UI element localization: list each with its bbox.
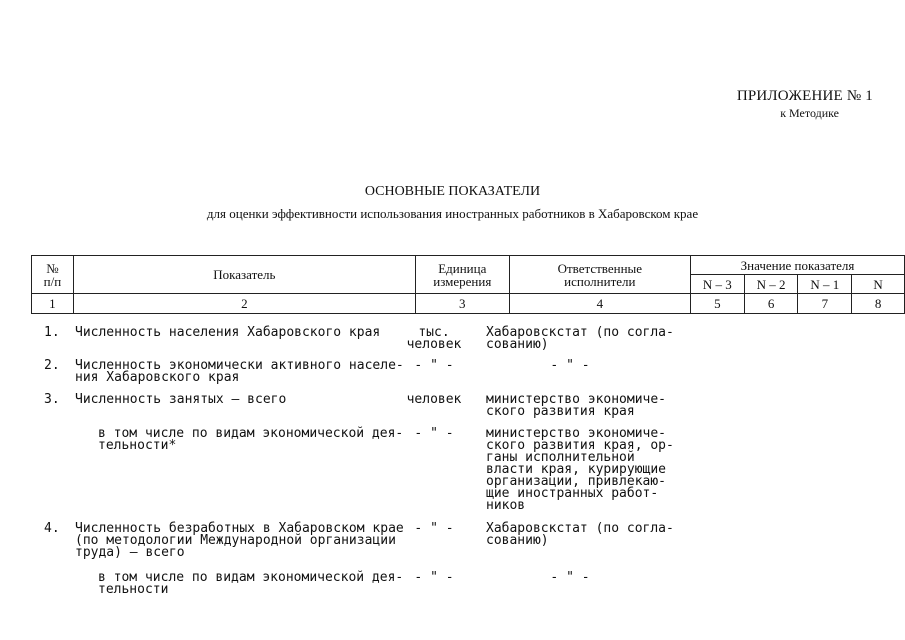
document-title: ОСНОВНЫЕ ПОКАЗАТЕЛИ — [364, 184, 541, 199]
header-value-group — [691, 256, 905, 275]
header-executors-label: Ответственные исполнители — [557, 260, 643, 289]
column-number: 1 — [32, 294, 74, 314]
appendix-subtitle: к Методике — [780, 106, 839, 120]
row-number: 4. — [44, 521, 60, 536]
row-indicator: Численность безработных в Хабаровском крае (по методологии Международной организации труда) – всего — [75, 521, 404, 560]
row-number: 1. — [44, 325, 60, 340]
row-unit: - " - — [414, 426, 454, 441]
column-number: 7 — [798, 294, 852, 314]
row-executors: - " - — [550, 358, 590, 373]
appendix-title: ПРИЛОЖЕНИЕ № 1 — [736, 88, 873, 104]
header-period-n: N — [852, 275, 905, 294]
row-executors: Хабаровскстат (по согла- сованию) — [486, 325, 674, 352]
header-period-n3: N – 3 — [691, 275, 745, 294]
row-unit: тыс. человек — [406, 325, 462, 352]
indicators-table-header — [31, 255, 905, 314]
header-indicator — [73, 256, 415, 294]
row-executors: Хабаровскстат (по согла- сованию) — [486, 521, 674, 548]
header-unit-label: Единица измерения — [433, 260, 492, 289]
column-number: 2 — [73, 294, 415, 314]
header-unit — [415, 256, 509, 294]
row-number: 3. — [44, 392, 60, 407]
header-period-n1: N – 1 — [798, 275, 852, 294]
header-indicator-label: Показатель — [213, 267, 276, 282]
column-number: 3 — [415, 294, 509, 314]
row-executors: министерство экономиче- ского развития края, ор- ганы исполнительной власти края, курирующие организации, привлекаю- щие иностранных работ- ников — [486, 426, 674, 513]
row-unit: - " - — [414, 570, 454, 585]
row-indicator: в том числе по видам экономической дея- тельности* — [98, 426, 404, 453]
header-executors — [509, 256, 690, 294]
row-indicator: Численность населения Хабаровского края — [75, 325, 381, 340]
column-number: 4 — [509, 294, 690, 314]
row-indicator: Численность занятых – всего — [75, 392, 287, 407]
header-num-label: № п/п — [43, 260, 62, 289]
column-number: 6 — [744, 294, 798, 314]
row-number: 2. — [44, 358, 60, 373]
header-num — [32, 256, 74, 294]
header-value-group-label: Значение показателя — [740, 257, 855, 273]
header-period-n2: N – 2 — [744, 275, 798, 294]
row-unit: человек — [406, 392, 462, 407]
row-executors: - " - — [550, 570, 590, 585]
column-number: 8 — [852, 294, 905, 314]
row-indicator: в том числе по видам экономической дея- тельности — [98, 570, 404, 597]
document-subtitle: для оценки эффективности использования иностранных работников в Хабаровском крае — [206, 206, 699, 221]
column-number: 5 — [691, 294, 745, 314]
row-unit: - " - — [414, 521, 454, 536]
row-indicator: Численность экономически активного населе- ния Хабаровского края — [75, 358, 404, 385]
row-executors: министерство экономиче- ского развития края — [486, 392, 667, 419]
row-unit: - " - — [414, 358, 454, 373]
